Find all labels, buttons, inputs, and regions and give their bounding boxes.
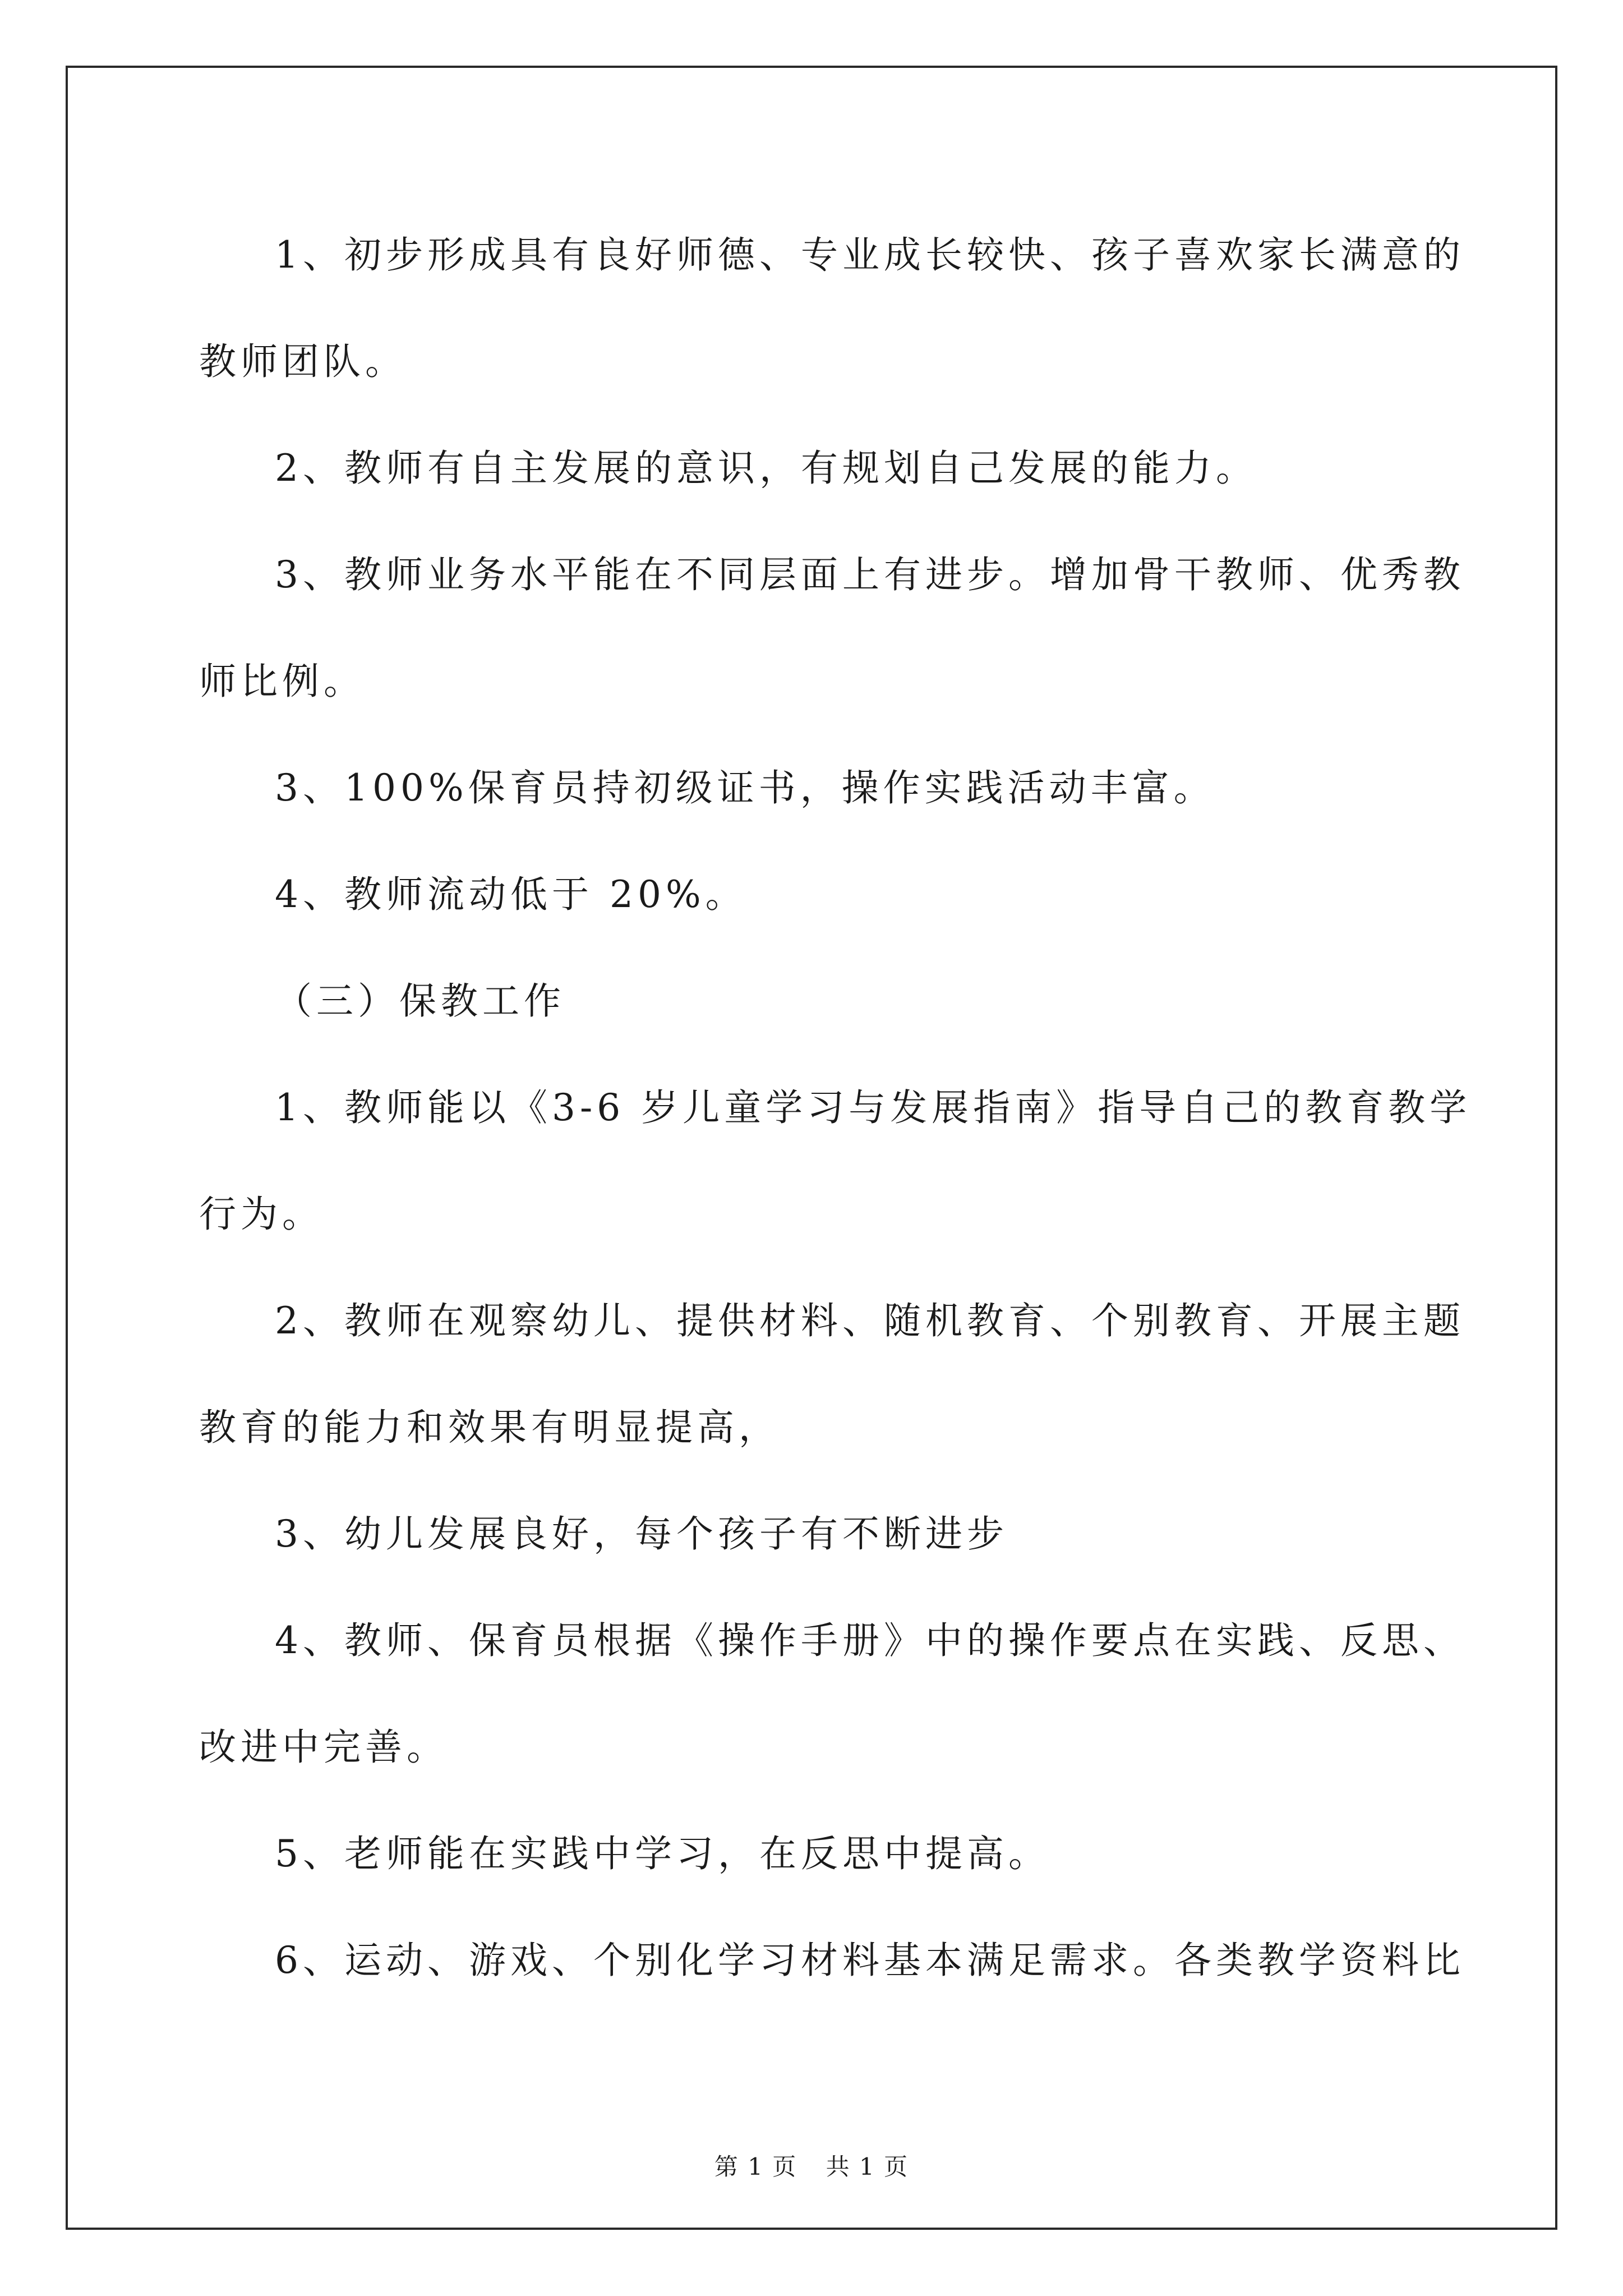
paragraph-line: 3、100%保育员持初级证书，操作实践活动丰富。: [275, 766, 1215, 809]
paragraph-line: 2、教师有自主发展的意识，有规划自己发展的能力。: [275, 447, 1257, 490]
section-heading: （三）保教工作: [275, 979, 565, 1023]
paragraph-line: 3、幼儿发展良好，每个孩子有不断进步: [275, 1512, 1008, 1556]
paragraph-line: 6、运动、游戏、个别化学习材料基本满足需求。各类教学资料比: [275, 1939, 1465, 1982]
paragraph-line: 教育的能力和效果有明显提高，: [199, 1406, 780, 1449]
paragraph-line: 3、教师业务水平能在不同层面上有进步。增加骨干教师、优秀教: [275, 553, 1465, 596]
paragraph-line: 4、教师、保育员根据《操作手册》中的操作要点在实践、反思、: [275, 1619, 1465, 1662]
paragraph-line: 行为。: [199, 1193, 324, 1236]
paragraph-line: 1、教师能以《3-6 岁儿童学习与发展指南》指导自己的教育教学: [275, 1086, 1472, 1129]
paragraph-line: 改进中完善。: [199, 1726, 448, 1769]
paragraph-line: 4、教师流动低于 20%。: [275, 873, 747, 916]
page-number-total: 共 1 页: [826, 2153, 909, 2180]
paragraph-line: 教师团队。: [199, 340, 407, 383]
paragraph-line: 1、初步形成具有良好师德、专业成长较快、孩子喜欢家长满意的: [275, 233, 1465, 277]
paragraph-line: 2、教师在观察幼儿、提供材料、随机教育、个别教育、开展主题: [275, 1299, 1465, 1342]
paragraph-line: 5、老师能在实践中学习，在反思中提高。: [275, 1832, 1050, 1875]
page-footer: [0, 2148, 1623, 2182]
paragraph-line: 师比例。: [199, 660, 365, 703]
page-number-current: 第 1 页: [714, 2153, 797, 2180]
document-body: [199, 202, 1472, 2014]
